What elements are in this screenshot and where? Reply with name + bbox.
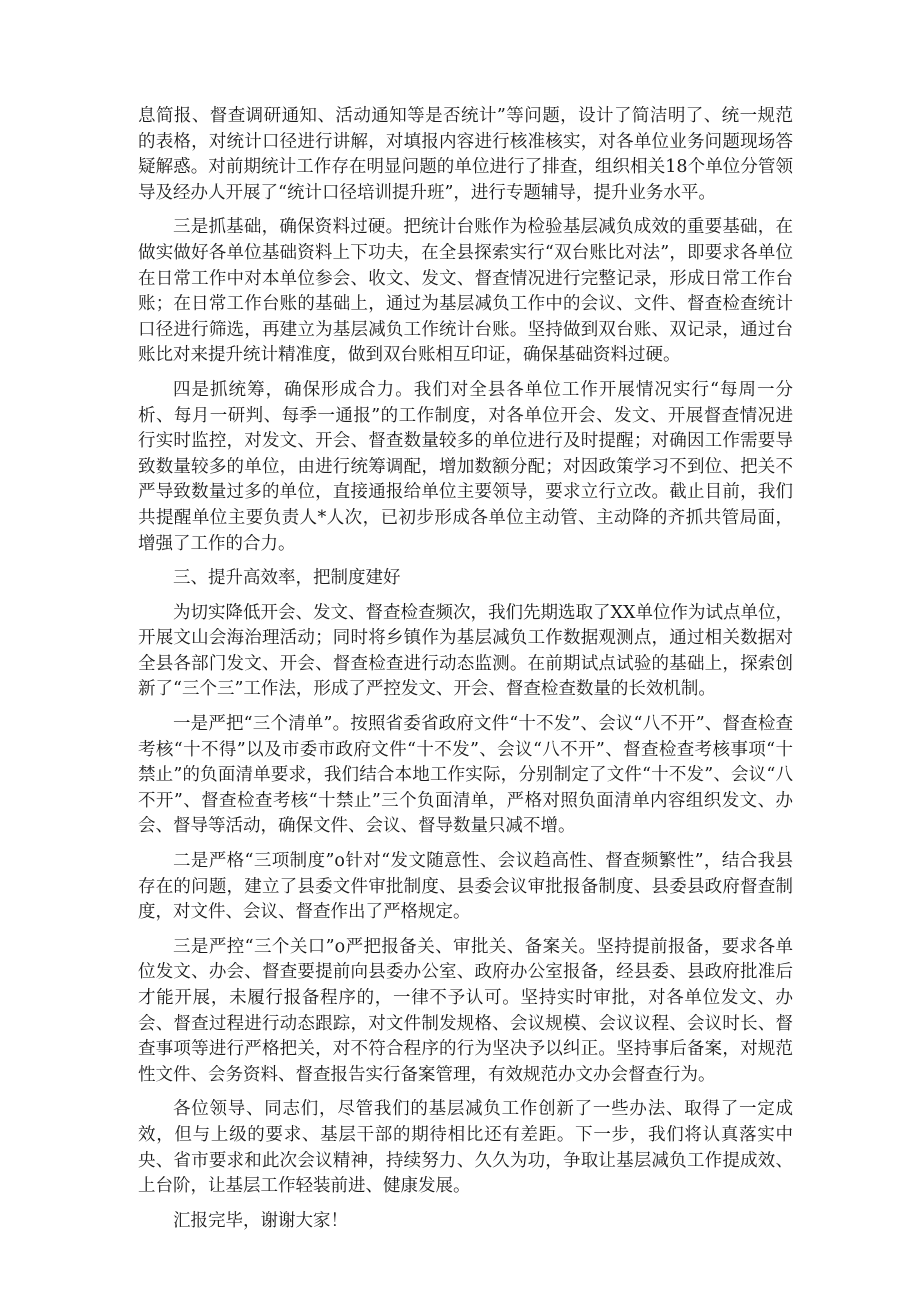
paragraph-pilot: 为切实降低开会、发文、督查检查频次，我们先期选取了XX单位作为试点单位，开展文山会海治理活动；同时将乡镇作为基层减负工作数据观测点，通过相关数据对全县各部门发文、开会、督查检查进行动态监测。在前期试点试验的基础上，探索创新了“三个三”工作法，形成了严控发文、开会、督查检查数量的长效机制。 [138,602,793,700]
paragraph-three-checkpoints: 三是严控“三个关口”o严把报备关、审批关、备案关。坚持提前报备，要求各单位发文、办会、督查要提前向县委办公室、政府办公室报备，经县委、县政府批准后才能开展，未履行报备程序的，一律不予认可。坚持实时审批，对各单位发文、办会、督查过程进行动态跟踪，对文件制发规格、会议规模、会议议程、会议时长、督查事项等进行严格把关，对不符合程序的行为坚决予以纠正。坚持事后备案，对规范性文件、会务资料、督查报告实行备案管理，有效规范办文办会督查行为。 [138,936,793,1085]
paragraph-three-systems: 二是严格“三项制度”o针对“发文随意性、会议趋高性、督查频繁性”，结合我县存在的问题，建立了县委文件审批制度、县委会议审批报备制度、县委县政府督查制度，对文件、会议、督查作出了严格规定。 [138,851,793,923]
paragraph-continuation: 息简报、督查调研通知、活动通知等是否统计”等问题，设计了简洁明了、统一规范的表格，对统计口径进行讲解，对填报内容进行核准核实，对各单位业务问题现场答疑解惑。对前期统计工作存在明显问题的单位进行了排查，组织相关18个单位分管领导及经办人开展了“统计口径培训提升班”，进行专题辅导，提升业务水平。 [138,106,793,203]
paragraph-three-lists: 一是严把“三个清单”。按照省委省政府文件“十不发”、会议“八不开”、督查检查考核“十不得”以及市委市政府文件“十不发”、会议“八不开”、督查检查考核事项“十禁止”的负面清单要求，我们结合本地工作实际，分别制定了文件“十不发”、会议“八不开”、督查检查考核“十禁止”三个负面清单，严格对照负面清单内容组织发文、办会、督导等活动，确保文件、会议、督导数量只减不增。 [138,714,793,837]
paragraph-conclusion: 各位领导、同志们，尽管我们的基层减负工作创新了一些办法、取得了一定成效，但与上级的要求、基层干部的期待相比还有差距。下一步，我们将认真落实中央、省市要求和此次会议精神，持续努力、久久为功，争取让基层减负工作提成效、上台阶，让基层工作轻装前进、健康发展。 [138,1099,793,1197]
paragraph-coordination: 四是抓统筹，确保形成合力。我们对全县各单位工作开展情况实行“每周一分析、每月一研判、每季一通报”的工作制度，对各单位开会、发文、开展督查情况进行实时监控，对发文、开会、督查数量较多的单位进行及时提醒；对确因工作需要导致数量较多的单位，由进行统筹调配，增加数额分配；对因政策学习不到位、把关不严导致数量过多的单位，直接通报给单位主要领导，要求立行立改。截止目前，我们共提醒单位主要负责人*人次，已初步形成各单位主动管、主动降的齐抓共管局面，增强了工作的合力。 [138,379,793,554]
section-heading: 三、提升高效率，把制度建好 [173,568,401,589]
paragraph-foundation: 三是抓基础，确保资料过硬。把统计台账作为检验基层减负成效的重要基础，在做实做好各单位基础资料上下功夫，在全县探索实行“双台账比对法”，即要求各单位在日常工作中对本单位参会、收文、发文、督查情况进行完整记录，形成日常工作台账；在日常工作台账的基础上，通过为基层减负工作中的会议、文件、督查检查统计口径进行筛选，再建立为基层减负工作统计台账。坚持做到双台账、双记录，通过台账比对来提升统计精准度，做到双台账相互印证，确保基础资料过硬。 [138,217,793,366]
document-body [138,104,793,1243]
paragraph-closing: 汇报完毕，谢谢大家！ [173,1210,348,1231]
